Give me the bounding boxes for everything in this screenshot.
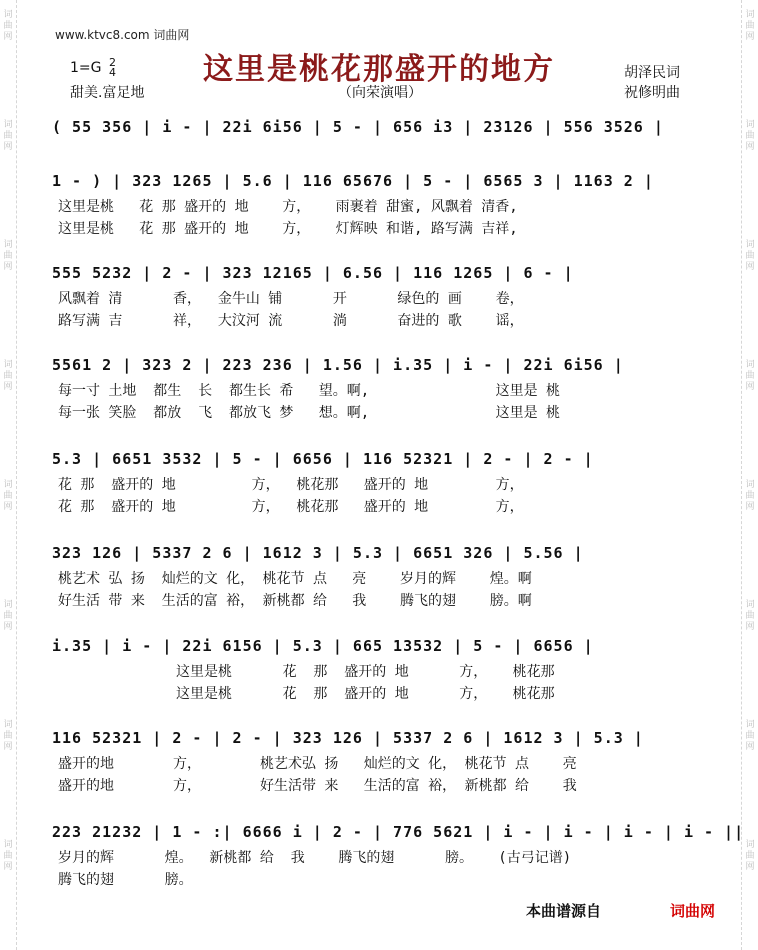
- watermark-text: 词曲网: [745, 10, 755, 42]
- notation-line: 323 126 | 5337 2 6 | 1612 3 | 5.3 | 6651 326 | 5.56 |: [52, 544, 584, 562]
- notation-line: i.35 | i - | 22i 6156 | 5.3 | 665 13532 | 5 - | 6656 |: [52, 637, 594, 655]
- lyric-line-2: 这里是桃 花 那 盛开的 地 方， 灯辉映 和谐, 路写满 吉祥,: [58, 221, 518, 237]
- watermark-text: 词曲网: [3, 120, 13, 152]
- right-watermark-border: [741, 0, 758, 950]
- lyricist-label: 胡泽民词: [624, 65, 680, 81]
- lyric-line-1: 岁月的辉 煌。 新桃都 给 我 腾飞的翅 膀。 (古弓记谱): [58, 850, 572, 866]
- key-label: 1=G: [70, 60, 102, 76]
- lyric-line-2: 路写满 吉 祥， 大汶河 流 淌 奋进的 歌 谣，: [58, 313, 524, 329]
- lyric-line-1: 每一寸 土地 都生 长 都生长 希 望。啊, 这里是 桃: [58, 383, 561, 399]
- notation-line: 5.3 | 6651 3532 | 5 - | 6656 | 116 52321 | 2 - | 2 - |: [52, 450, 594, 468]
- lyric-line-1: 花 那 盛开的 地 方， 桃花那 盛开的 地 方，: [58, 477, 524, 493]
- watermark-text: 词曲网: [3, 10, 13, 42]
- notation-line: 223 21232 | 1 - :| 6666 i | 2 - | 776 5621 | i - | i - | i - | i - ||: [52, 823, 745, 841]
- watermark-text: 词曲网: [745, 120, 755, 152]
- watermark-text: 词曲网: [3, 480, 13, 512]
- singer-label: （向荣演唱）: [338, 85, 422, 101]
- watermark-text: 词曲网: [745, 360, 755, 392]
- watermark-text: 词曲网: [3, 240, 13, 272]
- source-label: 本曲谱源自: [526, 902, 602, 920]
- brand-link[interactable]: 词曲网: [670, 902, 716, 920]
- lyric-line-2: 好生活 带 来 生活的富 裕， 新桃都 给 我 腾飞的翅 膀。啊: [58, 593, 532, 609]
- lyric-line-1: 风飘着 清 香， 金牛山 铺 开 绿色的 画 卷，: [58, 291, 524, 307]
- lyric-line-1: 这里是桃 花 那 盛开的 地 方， 雨裹着 甜蜜, 风飘着 清香,: [58, 199, 518, 215]
- song-title: 这里是桃花那盛开的地方: [203, 52, 555, 87]
- left-watermark-border: [0, 0, 17, 950]
- time-sig-top: 2: [108, 56, 116, 69]
- watermark-text: 词曲网: [745, 600, 755, 632]
- notation-line: 5561 2 | 323 2 | 223 236 | 1.56 | i.35 | i - | 22i 6i56 |: [52, 356, 624, 374]
- lyric-line-2: 腾飞的翅 膀。: [58, 872, 193, 888]
- notation-line: 1 - ) | 323 1265 | 5.6 | 116 65676 | 5 - | 6565 3 | 1163 2 |: [52, 172, 654, 190]
- notation-line: ( 55 356 | i - | 22i 6i56 | 5 - | 656 i3 | 23126 | 556 3526 |: [52, 118, 664, 136]
- lyric-line-2: 这里是桃 花 那 盛开的 地 方， 桃花那: [58, 686, 555, 702]
- notation-line: 555 5232 | 2 - | 323 12165 | 6.56 | 116 1265 | 6 - |: [52, 264, 574, 282]
- composer-label: 祝修明曲: [624, 85, 680, 101]
- watermark-text: 词曲网: [745, 480, 755, 512]
- time-sig-bottom: 4: [108, 66, 116, 79]
- lyric-line-2: 花 那 盛开的 地 方， 桃花那 盛开的 地 方，: [58, 499, 524, 515]
- watermark-text: 词曲网: [3, 360, 13, 392]
- watermark-text: 词曲网: [745, 720, 755, 752]
- watermark-text: 词曲网: [745, 840, 755, 872]
- watermark-text: 词曲网: [745, 240, 755, 272]
- notation-line: 116 52321 | 2 - | 2 - | 323 126 | 5337 2 6 | 1612 3 | 5.3 |: [52, 729, 644, 747]
- lyric-line-1: 这里是桃 花 那 盛开的 地 方， 桃花那: [58, 664, 555, 680]
- lyric-line-1: 盛开的地 方， 桃艺术弘 扬 灿烂的文 化， 桃花节 点 亮: [58, 756, 577, 772]
- key-signature: [70, 58, 116, 78]
- watermark-text: 词曲网: [3, 840, 13, 872]
- lyric-line-2: 每一张 笑脸 都放 飞 都放飞 梦 想。啊, 这里是 桃: [58, 405, 561, 421]
- watermark-text: 词曲网: [3, 720, 13, 752]
- lyric-line-2: 盛开的地 方， 好生活带 来 生活的富 裕， 新桃都 给 我: [58, 778, 577, 794]
- site-url[interactable]: www.ktvc8.com 词曲网: [55, 28, 190, 42]
- style-label: 甜美.富足地: [70, 85, 145, 101]
- lyric-line-1: 桃艺术 弘 扬 灿烂的文 化， 桃花节 点 亮 岁月的辉 煌。啊: [58, 571, 532, 587]
- time-signature: [109, 58, 116, 78]
- watermark-text: 词曲网: [3, 600, 13, 632]
